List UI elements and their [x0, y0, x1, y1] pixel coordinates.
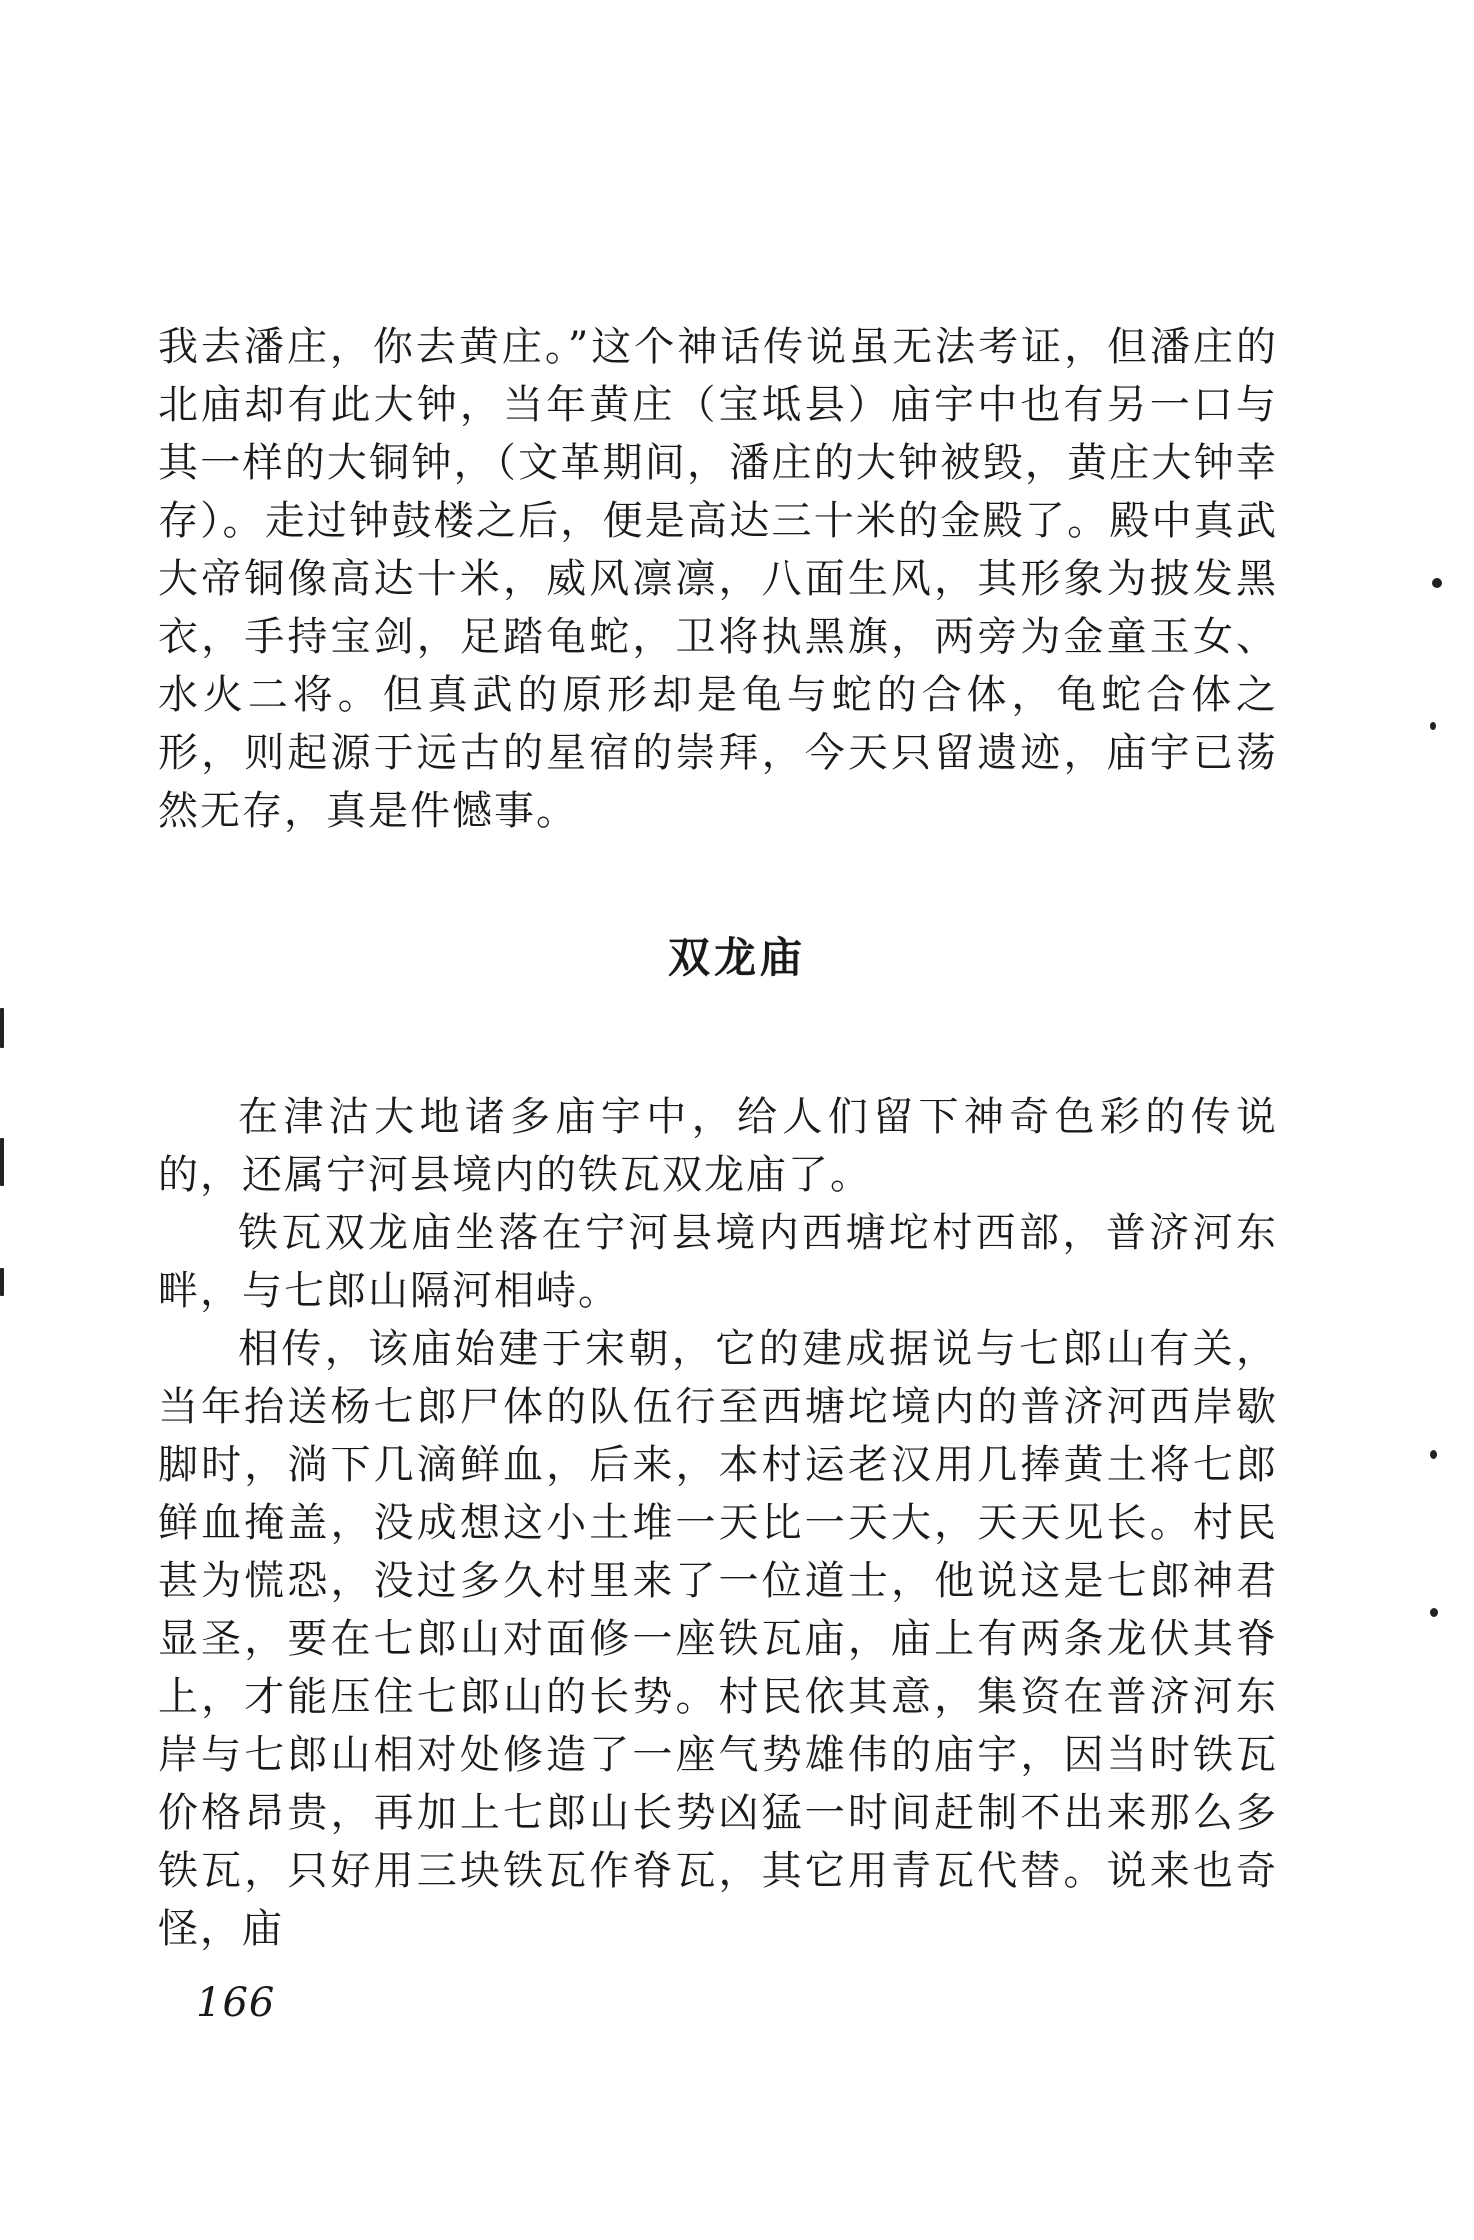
scan-speck: [1432, 578, 1442, 588]
paragraph: 相传，该庙始建于宋朝，它的建成据说与七郎山有关，当年抬送杨七郎尸体的队伍行至西塘坨境内的普济河西岸歇脚时，淌下几滴鲜血，后来，本村运老汉用几捧黄土将七郎鲜血掩盖，没成想这小土堆一天比一天大，天天见长。村民甚为慌恐，没过多久村里来了一位道士，他说这是七郎神君显圣，要在七郎山对面修一座铁瓦庙，庙上有两条龙伏其脊上，才能压住七郎山的长势。村民依其意，集资在普济河东岸与七郎山相对处修造了一座气势雄伟的庙宇，因当时铁瓦价格昂贵，再加上七郎山长势凶猛一时间赶制不出来那么多铁瓦，只好用三块铁瓦作脊瓦，其它用青瓦代替。说来也奇怪，庙: [158, 1326, 1278, 1952]
paragraph: 在津沽大地诸多庙宇中，给人们留下神奇色彩的传说的，还属宁河县境内的铁瓦双龙庙了。: [158, 1094, 1278, 1198]
section-title: 双龙庙: [667, 933, 806, 982]
scan-speck: [1430, 1450, 1437, 1459]
page-number: 166: [196, 1980, 276, 2026]
continuation-text: [158, 318, 1278, 840]
scan-speck: [1430, 722, 1436, 730]
paragraph: 铁瓦双龙庙坐落在宁河县境内西塘坨村西部，普济河东畔，与七郎山隔河相峙。: [158, 1210, 1278, 1314]
continuation-paragraph: 我去潘庄，你去黄庄。”这个神话传说虽无法考证，但潘庄的北庙却有此大钟，当年黄庄（宝坻县）庙宇中也有另一口与其一样的大铜钟，（文革期间，潘庄的大钟被毁，黄庄大钟幸存）。走过钟鼓楼之后，便是高达三十米的金殿了。殿中真武大帝铜像高达十米，威风凛凛，八面生风，其形象为披发黑衣，手持宝剑，足踏龟蛇，卫将执黑旗，两旁为金童玉女、水火二将。但真武的原形却是龟与蛇的合体，龟蛇合体之形，则起源于远古的星宿的崇拜，今天只留遗迹，庙宇已荡然无存，真是件憾事。: [158, 324, 1278, 834]
scan-speck: [0, 1138, 4, 1186]
section-body: [158, 1088, 1278, 1958]
scan-speck: [1430, 1608, 1438, 1617]
scan-speck: [0, 1008, 4, 1048]
scan-speck: [0, 1268, 4, 1296]
